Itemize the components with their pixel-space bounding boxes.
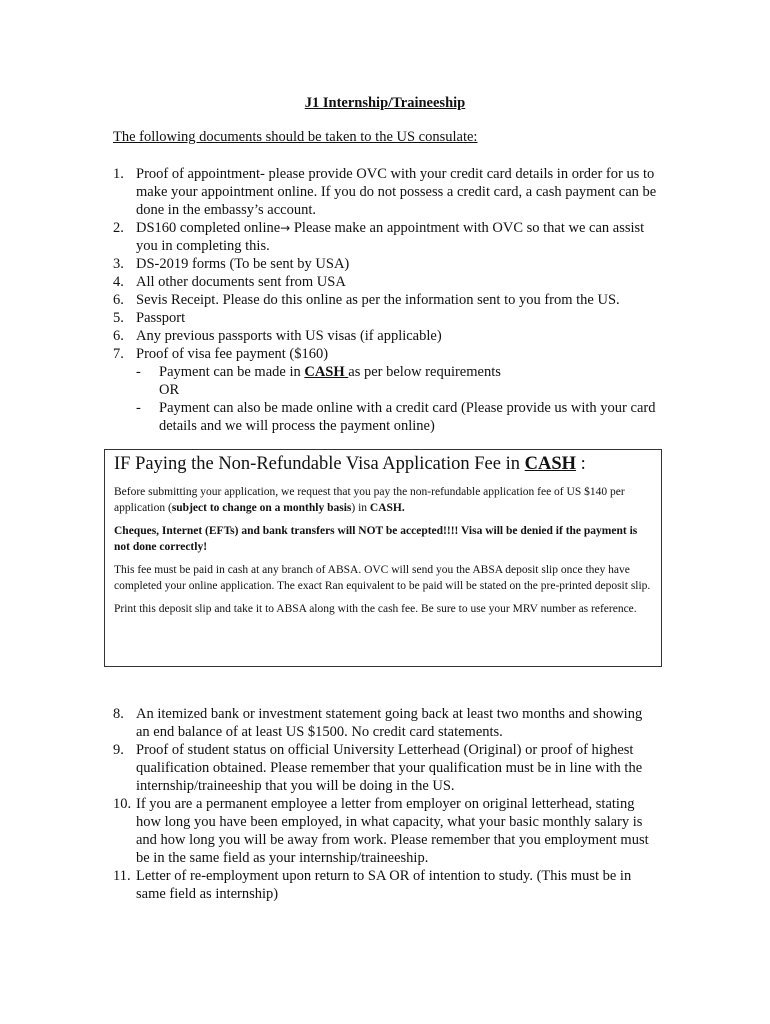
- paragraph-text: ) in: [351, 501, 370, 514]
- box-paragraph-fee: [114, 485, 652, 516]
- item-number: 4.: [113, 274, 124, 290]
- box-paragraph-absa: This fee must be paid in cash at any branch of ABSA. OVC will send you the ABSA deposit slip once they have completed your online application. The exact Ran equivalent to be paid will be stated on the pre-printed deposit slip.: [114, 564, 651, 592]
- box-heading: [114, 454, 652, 475]
- item-number: 6.: [113, 292, 124, 308]
- requirements-list-1: [113, 165, 658, 435]
- item-text: Sevis Receipt. Please do this online as per the information sent to you from the US.: [136, 292, 620, 308]
- item-text: DS-2019 forms (To be sent by USA): [136, 256, 350, 272]
- item-text: Letter of re-employment upon return to SA OR of intention to study. (This must be in same field as internship): [136, 868, 632, 902]
- item-text: If you are a permanent employee a letter from employer on original letterhead, stating how long you have been employed, in what capacity, what your basic monthly salary is and how long you will be away from work. Please remember that you employment must be in the same field as your internship/traineeship.: [136, 796, 649, 866]
- cash-payment-box: [104, 449, 662, 667]
- item-number: 9.: [113, 742, 124, 758]
- payment-options-list: [136, 363, 658, 435]
- box-heading-text: IF Paying the Non-Refundable Visa Application Fee in: [114, 454, 525, 474]
- item-text: DS160 completed online: [136, 220, 281, 236]
- item-text: Please make an appointment with OVC so that we can assist you in completing this.: [136, 220, 645, 254]
- item-number: 10.: [113, 796, 132, 812]
- document-title: J1 Internship/Traineeship: [304, 95, 466, 111]
- item-text: Proof of appointment- please provide OVC with your credit card details in order for us to make your appointment online. If you do not possess a credit card, a cash payment can be done in the embassy’s account.: [136, 166, 657, 218]
- sub-item-text: as per below requirements: [348, 364, 501, 380]
- arrow-right-icon: →: [280, 221, 291, 235]
- list-item: [113, 309, 658, 327]
- list-item: [113, 165, 658, 219]
- item-number: 1.: [113, 166, 124, 182]
- item-number: 7.: [113, 346, 124, 362]
- cash-emphasis: CASH: [304, 364, 349, 380]
- item-number: 6.: [113, 328, 124, 344]
- intro-text: The following documents should be taken to the US consulate:: [113, 129, 478, 145]
- or-text: OR: [159, 382, 180, 398]
- sub-list-item: [136, 363, 658, 399]
- item-number: 3.: [113, 256, 124, 272]
- item-text: Passport: [136, 310, 186, 326]
- list-item: [113, 345, 658, 435]
- item-number: 2.: [113, 220, 124, 236]
- list-item: [113, 867, 658, 903]
- paragraph-text: Before submitting your application, we request that you pay the non-refundable application fee of US $140 per application (: [114, 486, 625, 514]
- item-text: Any previous passports with US visas (if applicable): [136, 328, 442, 344]
- box-heading-text: :: [576, 454, 586, 474]
- list-item: [113, 255, 658, 273]
- item-text: All other documents sent from USA: [136, 274, 346, 290]
- list-item: [113, 291, 658, 309]
- sub-item-text: Payment can also be made online with a credit card (Please provide us with your card details and we will process the payment online): [159, 400, 656, 434]
- list-item: [113, 273, 658, 291]
- item-number: 8.: [113, 706, 124, 722]
- list-item: [113, 741, 658, 795]
- paragraph-bold-text: CASH.: [369, 501, 405, 514]
- list-item: [113, 327, 658, 345]
- box-paragraph-warning: Cheques, Internet (EFTs) and bank transfers will NOT be accepted!!!! Visa will be denied if the payment is not done correctly!: [114, 525, 638, 553]
- list-item: [113, 705, 658, 741]
- paragraph-bold-text: subject to change on a monthly basis: [171, 501, 352, 514]
- dash-bullet: -: [136, 364, 141, 380]
- item-text: Proof of student status on official University Letterhead (Original) or proof of highest qualification obtained. Please remember that your qualification must be in line with the internship/traineeship that you will be doing in the US.: [136, 742, 643, 794]
- cash-emphasis: CASH: [524, 454, 577, 474]
- dash-bullet: -: [136, 400, 141, 416]
- list-item: [113, 219, 658, 255]
- box-paragraph-print: Print this deposit slip and take it to ABSA along with the cash fee. Be sure to use your MRV number as reference.: [114, 603, 637, 615]
- item-text: An itemized bank or investment statement going back at least two months and showing an end balance of at least US $1500. No credit card statements.: [136, 706, 643, 740]
- list-item: [113, 795, 658, 867]
- requirements-list-2: [113, 705, 658, 903]
- item-text: Proof of visa fee payment ($160): [136, 346, 329, 362]
- item-number: 11.: [113, 868, 131, 884]
- sub-item-text: Payment can be made in: [159, 364, 305, 380]
- sub-list-item: [136, 399, 658, 435]
- item-number: 5.: [113, 310, 124, 326]
